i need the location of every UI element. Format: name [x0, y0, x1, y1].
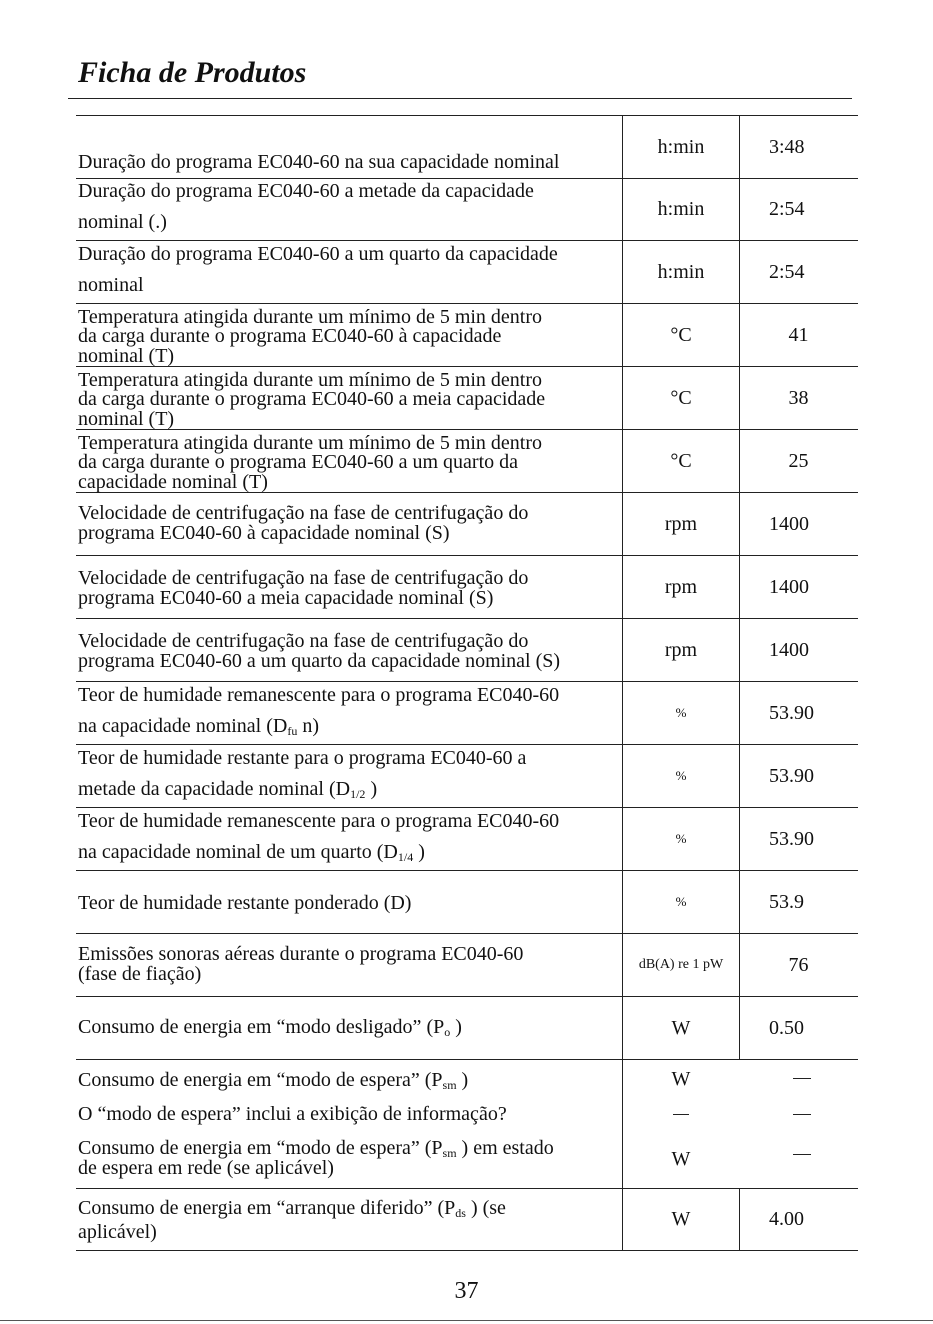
table-row: [76, 493, 858, 556]
standby-text: Consumo de energia em “modo de espera” (P: [78, 1137, 443, 1159]
row-unit: h:min: [622, 241, 740, 303]
standby-text: ) em estado: [456, 1137, 554, 1159]
row-description: [78, 934, 620, 996]
table-row: [76, 304, 858, 367]
row-description: [78, 367, 620, 429]
row-unit: h:min: [622, 116, 740, 178]
row-unit: h:min: [622, 178, 740, 240]
row-unit: %: [622, 871, 740, 933]
table-row: [76, 241, 858, 304]
row-description: [78, 997, 620, 1059]
delayed-line: [78, 1198, 506, 1218]
table-row: [76, 115, 858, 179]
standby-text: de espera em rede (se aplicável): [78, 1157, 334, 1179]
table-row: [76, 619, 858, 682]
row-unit: rpm: [622, 556, 740, 618]
standby-line: [78, 1138, 554, 1158]
delayed-unit: W: [622, 1188, 740, 1250]
row-value: 53.9: [769, 890, 804, 913]
standby-block: [76, 1060, 858, 1189]
row-value: 1400: [769, 575, 809, 598]
dash-mark: [793, 1114, 811, 1115]
row-description-line: capacidade nominal (T): [78, 471, 268, 493]
row-description-line: na capacidade nominal de um quarto ($D_{1/4}$ ): [78, 841, 425, 864]
row-value: 76: [788, 953, 809, 976]
row-description: [78, 241, 620, 303]
table-row: [76, 682, 858, 745]
row-value: 25: [788, 449, 809, 472]
symbol-subscript: o: [444, 1025, 451, 1039]
row-description-line: programa EC040-60 a um quarto da capacidade nominal (S): [78, 650, 561, 672]
row-description-line: Duração do programa EC040-60 na sua capacidade nominal: [78, 151, 560, 173]
row-description-line: da carga durante o programa EC040-60 a um quarto da: [78, 451, 519, 473]
row-unit: °C: [622, 430, 740, 492]
row-description-line: Teor de humidade remanescente para o programa EC040-60: [78, 684, 560, 706]
row-value: 2:54: [769, 197, 805, 220]
row-description: [78, 493, 620, 555]
standby-line: [78, 1104, 507, 1124]
row-description: [78, 871, 620, 933]
row-description-line: Emissões sonoras aéreas durante o programa EC040-60: [78, 943, 524, 965]
symbol-subscript: fu: [287, 724, 298, 738]
row-description-line: da carga durante o programa EC040-60 a meia capacidade: [78, 388, 546, 410]
row-description-line: metade da capacidade nominal ($D_{1/2}$ ): [78, 778, 378, 801]
page-title: Ficha de Produtos: [78, 56, 307, 89]
row-value: 1400: [769, 512, 809, 535]
table-row: [76, 934, 858, 997]
row-description-line: nominal (T): [78, 345, 175, 367]
title-divider: [68, 98, 852, 99]
standby-description: [78, 1060, 620, 1188]
row-description-line: Teor de humidade remanescente para o programa EC040-60: [78, 810, 560, 832]
symbol-suffix: ): [450, 1016, 462, 1038]
row-description-line: Duração do programa EC040-60 a metade da capacidade: [78, 180, 534, 202]
standby-values: [739, 1060, 858, 1188]
standby-units: [622, 1060, 739, 1188]
row-value: 41: [788, 323, 809, 346]
symbol-subscript: sm: [442, 1146, 457, 1160]
symbol-subscript: 1/4: [397, 850, 414, 864]
row-unit: rpm: [622, 619, 740, 681]
row-description-line: programa EC040-60 à capacidade nominal (S): [78, 522, 450, 544]
row-description: [78, 619, 620, 681]
row-value: 3:48: [769, 135, 805, 158]
table-row: [76, 745, 858, 808]
row-description-line: (fase de fiação): [78, 963, 202, 985]
row-value: 1400: [769, 638, 809, 661]
page-number: 37: [454, 1278, 479, 1304]
row-description-line: Teor de humidade restante para o programa EC040-60 a: [78, 747, 527, 769]
page-bottom-divider: [0, 1320, 933, 1321]
standby-text: Consumo de energia em “modo de espera” (P: [78, 1069, 443, 1091]
row-unit: W: [622, 997, 740, 1059]
row-description-line: Temperatura atingida durante um mínimo de 5 min dentro: [78, 306, 543, 328]
row-description: [78, 116, 620, 178]
standby-unit: W: [671, 1068, 691, 1090]
row-description-line: Duração do programa EC040-60 a um quarto da capacidade: [78, 243, 558, 265]
row-unit: °C: [622, 367, 740, 429]
row-description: [78, 556, 620, 618]
standby-text: O “modo de espera” inclui a exibição de informação?: [78, 1103, 507, 1125]
row-description-line: nominal (T): [78, 408, 175, 430]
row-description-line: da carga durante o programa EC040-60 à capacidade: [78, 325, 502, 347]
dash-mark: [793, 1078, 811, 1079]
row-description: [78, 808, 620, 870]
row-description-line: nominal: [78, 274, 144, 296]
delayed-value: 4.00: [769, 1207, 804, 1230]
standby-text: ): [456, 1069, 469, 1091]
symbol-subscript: 1/2: [350, 787, 366, 801]
table-row: [76, 367, 858, 430]
row-description-line: Temperatura atingida durante um mínimo de 5 min dentro: [78, 432, 543, 454]
row-value: 2:54: [769, 260, 805, 283]
row-description-line: Teor de humidade restante ponderado (D): [78, 892, 412, 914]
delayed-text: Consumo de energia em “arranque diferido” (P: [78, 1197, 456, 1219]
row-unit: °C: [622, 304, 740, 366]
row-unit: rpm: [622, 493, 740, 555]
table-row: [76, 178, 858, 241]
row-description-line: Temperatura atingida durante um mínimo de 5 min dentro: [78, 369, 543, 391]
row-description: [78, 304, 620, 366]
row-description-line: Velocidade de centrifugação na fase de centrifugação do: [78, 502, 529, 524]
symbol-suffix: ): [413, 841, 425, 863]
delayed-start-row: [76, 1188, 858, 1251]
delayed-line: aplicável): [78, 1221, 157, 1243]
symbol-suffix: ): [365, 778, 378, 800]
row-description: [78, 430, 620, 492]
row-value: 53.90: [769, 701, 814, 724]
table-row: [76, 556, 858, 619]
row-description: [78, 745, 620, 807]
standby-line: [78, 1070, 468, 1090]
row-description-line: programa EC040-60 a meia capacidade nominal (S): [78, 587, 494, 609]
row-value: 53.90: [769, 827, 814, 850]
symbol-subscript: ds: [455, 1206, 466, 1220]
table-row: [76, 997, 858, 1060]
symbol-suffix: n): [297, 715, 320, 737]
table-row: [76, 430, 858, 493]
delayed-text: ) (se: [465, 1197, 506, 1219]
dash-mark: [673, 1114, 689, 1115]
row-unit: dB(A) re 1 pW: [622, 934, 740, 996]
row-description-line: nominal (.): [78, 211, 167, 233]
row-unit: %: [622, 745, 740, 807]
row-unit: %: [622, 682, 740, 744]
row-description-line: Velocidade de centrifugação na fase de centrifugação do: [78, 567, 529, 589]
table-row: [76, 808, 858, 871]
row-description-line: na capacidade nominal ($D_{fu}$ n): [78, 715, 320, 738]
row-value: 38: [788, 386, 809, 409]
dash-mark: [793, 1154, 811, 1155]
standby-line: [78, 1158, 334, 1178]
table-row: [76, 871, 858, 934]
row-description: [78, 178, 620, 240]
row-value: 53.90: [769, 764, 814, 787]
row-description-line: Consumo de energia em “modo desligado” ($P_o$ ): [78, 1016, 462, 1039]
standby-unit: W: [671, 1148, 691, 1170]
row-description: [78, 682, 620, 744]
delayed-description: [78, 1188, 620, 1250]
symbol-subscript: sm: [442, 1078, 457, 1092]
row-description-line: Velocidade de centrifugação na fase de centrifugação do: [78, 630, 529, 652]
row-unit: %: [622, 808, 740, 870]
row-value: 0.50: [769, 1016, 804, 1039]
